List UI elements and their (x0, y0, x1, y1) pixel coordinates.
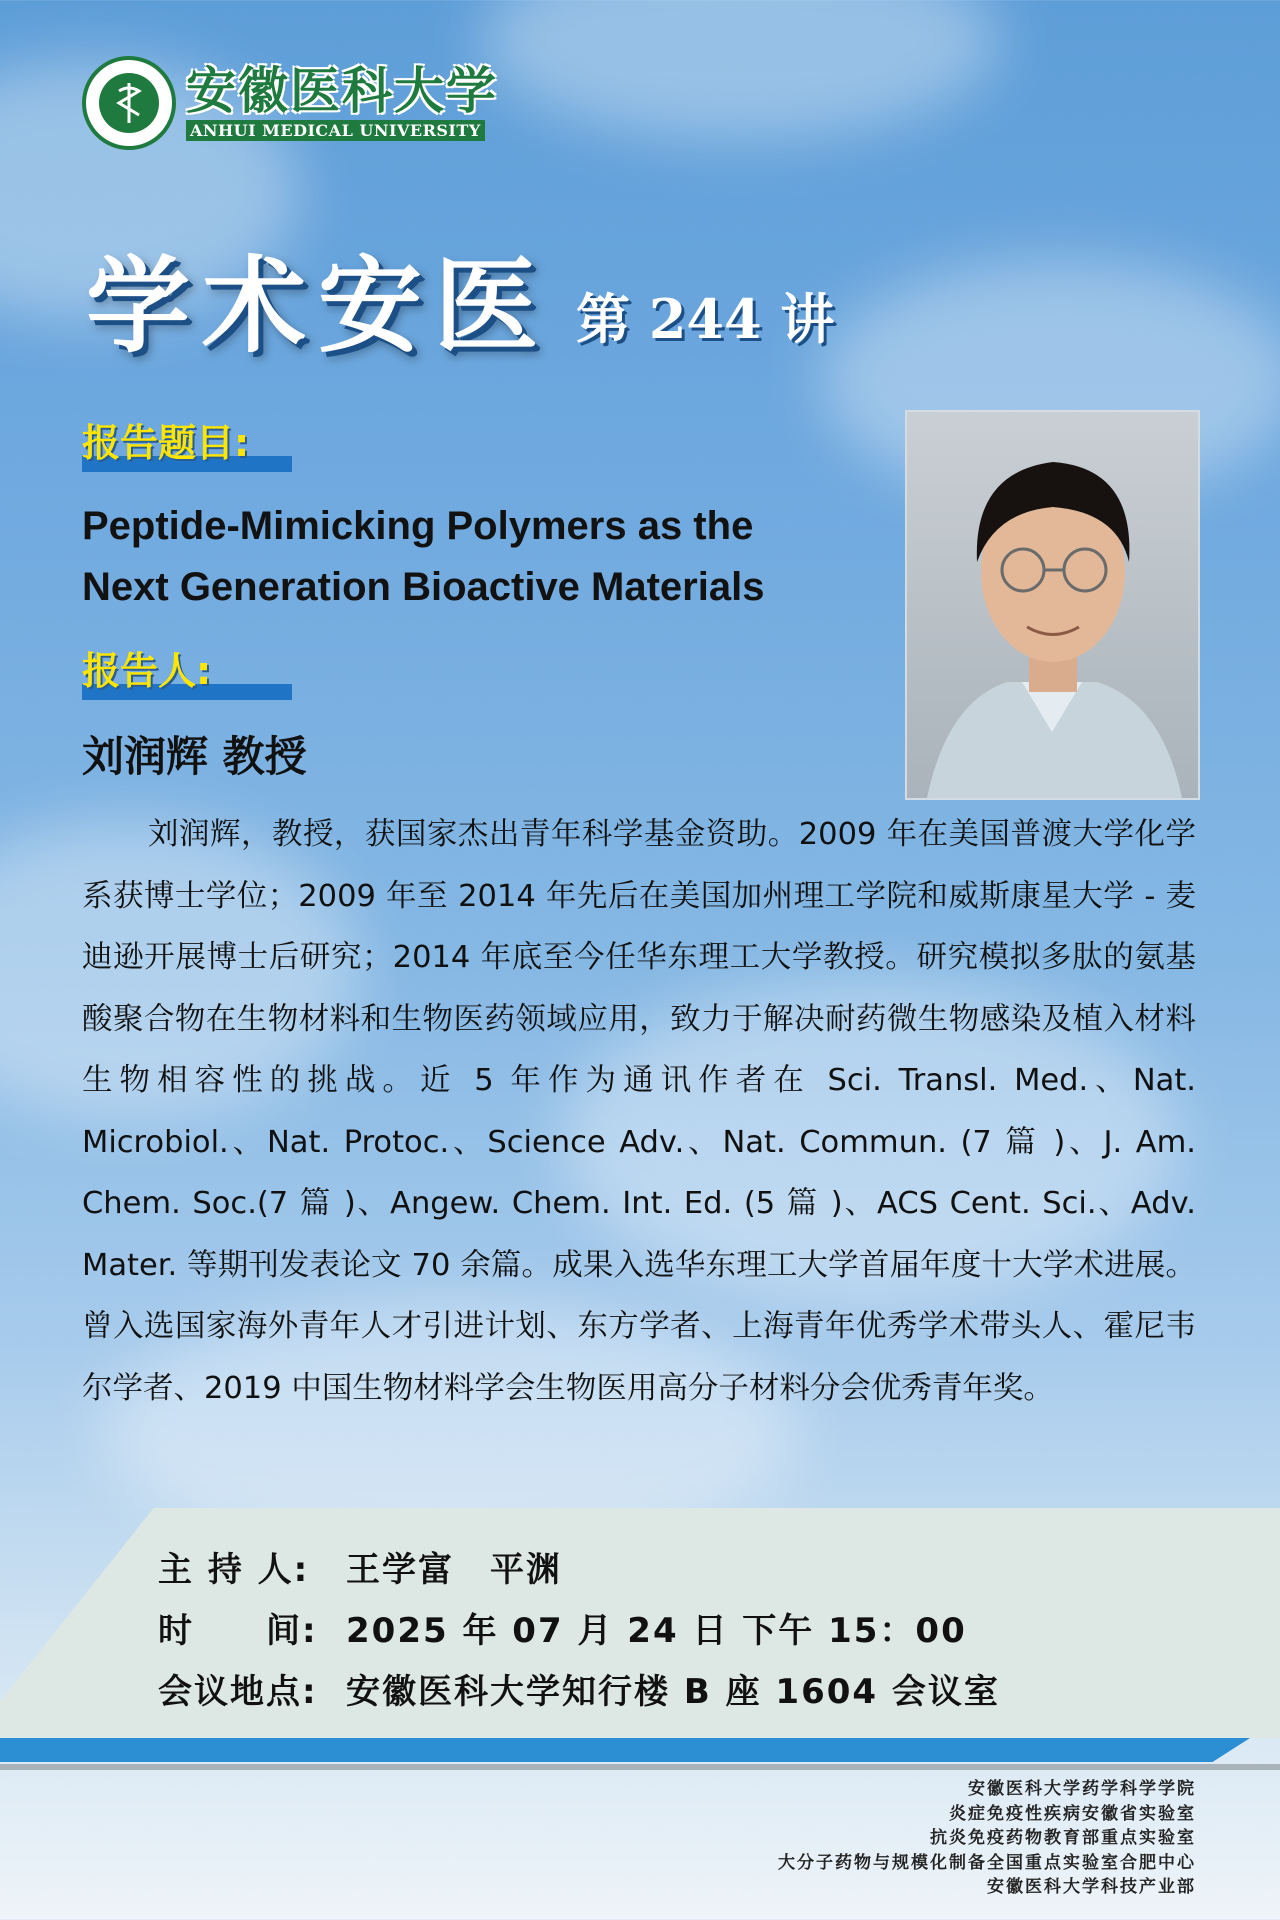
organizer: 安徽医科大学药学科学学院 (968, 1779, 1196, 1799)
speaker-bio: 刘润辉，教授，获国家杰出青年科学基金资助。2009 年在美国普渡大学化学系获博士学位；2009 年至 2014 年先后在美国加州理工学院和威斯康星大学 - 麦迪逊开展博士后研究；2014 年底至今任华东理工大学教授。研究模拟多肽的氨基酸聚合物在生物材料和生物医药领域应用，致力于解决耐药微生物感染及植入材料生物相容性的挑战。近 5 年作为通讯作者在 Sci. Transl. Med.、Nat. Microbiol.、Nat. Protoc.、Science Adv.、Nat. Commun. (7 篇 )、J. Am. Chem. Soc.(7 篇 )、Angew. Chem. Int. Ed. (5 篇 )、ACS Cent. Sci.、Adv. Mater. 等期刊发表论文 70 余篇。成果入选华东理工大学首届年度十大学术进展。曾入选国家海外青年人才引进计划、东方学者、上海青年优秀学术带头人、霍尼韦尔学者、2019 中国生物材料学会生物医用高分子材料分会优秀青年奖。 (82, 817, 1196, 1406)
event-host-value: 王学富 平渊 (346, 1550, 562, 1590)
series-issue: 第 244 讲 (576, 287, 835, 351)
series-title: 学术安医 (86, 244, 551, 367)
event-time (158, 1603, 967, 1652)
talk-title-line: Next Generation Bioactive Materials (82, 565, 765, 609)
organizer-list (778, 1777, 1196, 1900)
event-time-value: 2025 年 07 月 24 日 下午 15：00 (346, 1611, 967, 1651)
talk-title (82, 496, 882, 618)
university-seal-icon (82, 56, 176, 150)
organizer: 抗炎免疫药物教育部重点实验室 (930, 1828, 1196, 1848)
footer-stripe-thin (0, 1764, 1280, 1770)
footer-stripe (0, 1738, 1250, 1762)
university-logo (82, 56, 498, 150)
speaker-name: 刘润辉 教授 (82, 732, 307, 781)
organizer: 炎症免疫性疾病安徽省实验室 (949, 1803, 1196, 1824)
cloud (480, 0, 1000, 140)
university-name-en: ANHUI MEDICAL UNIVERSITY (186, 120, 485, 141)
university-name-cn: 安徽医科大学 (186, 60, 498, 120)
talk-title-line: Peptide-Mimicking Polymers as the (82, 504, 754, 548)
series-headline (86, 222, 834, 372)
speaker-label: 报告人: (82, 649, 212, 693)
event-host (158, 1542, 562, 1591)
event-venue-value: 安徽医科大学知行楼 B 座 1604 会议室 (346, 1672, 1000, 1712)
speaker-photo (905, 410, 1200, 800)
event-venue (158, 1664, 1000, 1713)
event-venue-label: 会议地点: (158, 1672, 318, 1712)
event-time-label: 时 间: (158, 1611, 318, 1651)
organizer: 安徽医科大学科技产业部 (987, 1877, 1196, 1897)
organizer: 大分子药物与规模化制备全国重点实验室合肥中心 (778, 1852, 1196, 1873)
event-host-label: 主 持 人: (158, 1550, 310, 1590)
title-label: 报告题目: (82, 421, 250, 465)
